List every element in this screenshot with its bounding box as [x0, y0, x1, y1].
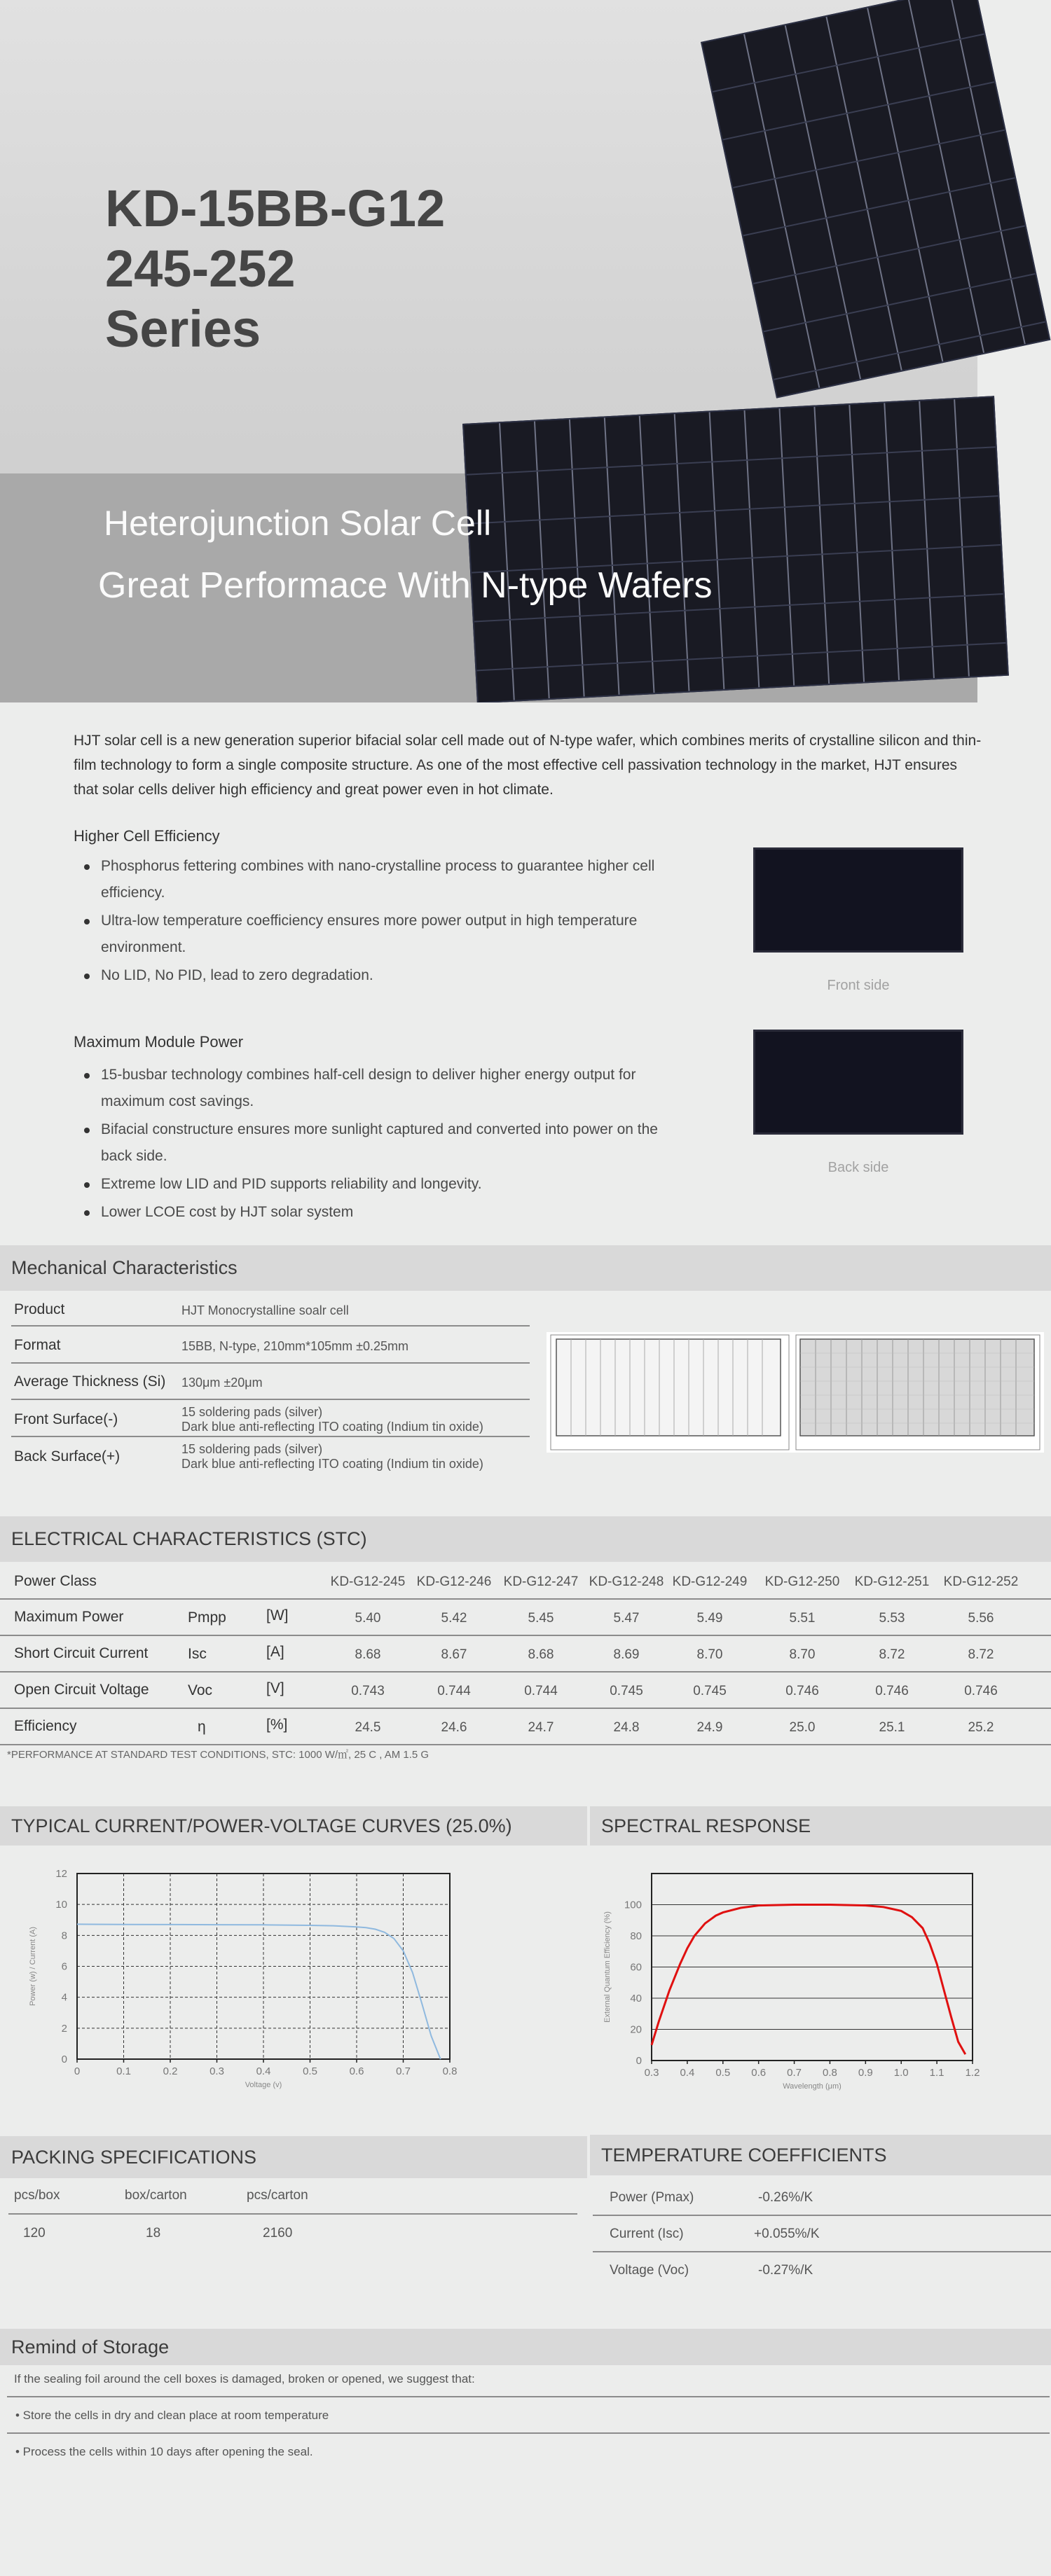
y-tick-label: 40 [630, 1993, 642, 2004]
y-axis-label: External Quantum Efficiency (%) [603, 1911, 612, 2023]
table-cell: 5.40 [355, 1611, 381, 1626]
row-label: Voltage (Voc) [610, 2263, 689, 2278]
y-tick-label: 0 [636, 2055, 642, 2067]
list-item: • Store the cells in dry and clean place at room temperature [15, 2409, 329, 2422]
y-tick-label: 4 [61, 1991, 67, 2004]
table-cell: 0.743 [351, 1684, 385, 1698]
table-cell: 24.6 [441, 1720, 467, 1735]
row-value: 130μm ±20μm [181, 1376, 263, 1390]
y-tick-label: 6 [61, 1960, 67, 1973]
hero-subtitle-2: Great Performace With N-type Wafers [98, 565, 713, 606]
column-header-model: KD-G12-248 [589, 1574, 664, 1589]
x-tick-labels [74, 2065, 458, 2077]
row-label: Product [14, 1301, 65, 1317]
table-cell: 18 [146, 2226, 161, 2241]
y-tick-label: 60 [630, 1961, 642, 1974]
table-cell: 24.5 [355, 1720, 381, 1735]
cell-dimension-drawings [547, 1332, 1044, 1453]
table-cell: 120 [23, 2226, 46, 2241]
iv-curve-section-header: TYPICAL CURRENT/POWER-VOLTAGE CURVES (25.0%) [0, 1806, 587, 1846]
column-header-model: KD-G12-250 [764, 1574, 840, 1589]
y-tick-label: 2 [61, 2022, 67, 2035]
title-line-model: KD-15BB-G12 [105, 179, 446, 237]
table-cell: 8.68 [355, 1647, 381, 1662]
current-series-line [77, 1924, 441, 2059]
table-cell: 5.45 [528, 1611, 554, 1626]
table-cell: 5.51 [789, 1611, 816, 1626]
table-header-row [0, 1563, 1051, 1600]
column-header-model: KD-G12-245 [330, 1574, 406, 1589]
column-header: box/carton [125, 2188, 187, 2203]
table-cell: 8.67 [441, 1647, 467, 1662]
row-value: 15BB, N-type, 210mm*105mm ±0.25mm [181, 1339, 408, 1353]
hero-subtitle-1: Heterojunction Solar Cell [104, 504, 492, 543]
x-tick-label: 0.4 [256, 2065, 271, 2077]
x-axis-label: Voltage (v) [245, 2081, 282, 2089]
table-cell: 5.47 [613, 1611, 640, 1626]
table-row [11, 1401, 530, 1437]
row-value: -0.27%/K [758, 2263, 813, 2278]
list-item: Lower LCOE cost by HJT solar system [76, 1199, 678, 1226]
table-cell: 25.0 [789, 1720, 816, 1735]
list-item: • Process the cells within 10 days after opening the seal. [15, 2445, 313, 2458]
row-label: Front Surface(-) [14, 1411, 118, 1427]
solar-panel-image-bottom [462, 396, 1009, 702]
table-cell: 0.744 [524, 1684, 558, 1698]
table-cell: 5.49 [696, 1611, 723, 1626]
table-cell: 0.744 [437, 1684, 471, 1698]
table-cell: 8.72 [879, 1647, 905, 1662]
column-header-model: KD-G12-249 [672, 1574, 748, 1589]
row-value [181, 1405, 483, 1434]
table-cell: 8.68 [528, 1647, 554, 1662]
row-value-line: Dark blue anti-reflecting ITO coating (Indium tin oxide) [181, 1457, 483, 1471]
y-tick-labels [55, 1868, 67, 2065]
row-value: HJT Monocrystalline soalr cell [181, 1303, 349, 1317]
y-tick-label: 0 [61, 2054, 67, 2065]
y-tick-label: 10 [55, 1899, 67, 1911]
spectral-response-chart [590, 1849, 1051, 2108]
table-cell: 8.72 [968, 1647, 994, 1662]
y-tick-label: 100 [624, 1899, 642, 1911]
x-tick-label: 0.3 [209, 2065, 224, 2077]
front-side-image [753, 847, 963, 953]
x-tick-label: 0.7 [396, 2065, 411, 2077]
row-unit: [V] [266, 1680, 284, 1696]
divider [593, 2251, 1051, 2252]
y-tick-labels [624, 1899, 642, 2068]
row-label: Efficiency [14, 1718, 77, 1734]
row-unit: [A] [266, 1644, 284, 1660]
table-cell: 8.70 [696, 1647, 723, 1662]
chart-grid [77, 1874, 450, 2063]
table-row [0, 1709, 1051, 1745]
hero-banner [0, 0, 1051, 702]
column-header-power-class: Power Class [14, 1573, 97, 1589]
column-header-model: KD-G12-246 [416, 1574, 492, 1589]
table-cell: 5.53 [879, 1611, 905, 1626]
list-item: Ultra-low temperature coefficiency ensures more power output in high temperature environment. [76, 908, 692, 961]
x-tick-label: 0.8 [442, 2065, 458, 2077]
x-tick-labels [645, 2067, 980, 2079]
table-cell: 24.7 [528, 1720, 554, 1735]
table-row [11, 1365, 530, 1400]
row-value: +0.055%/K [754, 2227, 820, 2241]
power-heading: Maximum Module Power [74, 1033, 244, 1051]
x-tick-label: 0.2 [163, 2065, 178, 2077]
row-label: Short Circuit Current [14, 1645, 149, 1661]
row-value-line: 15 soldering pads (silver) [181, 1405, 323, 1419]
row-value [181, 1442, 483, 1471]
back-side-caption: Back side [827, 1160, 889, 1175]
row-unit: [%] [266, 1717, 288, 1733]
drawing-svg [547, 1332, 1044, 1453]
title-line-series: Series [105, 300, 261, 358]
x-tick-label: 0.9 [858, 2067, 873, 2079]
table-cell: 24.9 [696, 1720, 723, 1735]
product-title [105, 179, 445, 359]
eqe-series-line [652, 1905, 966, 2055]
storage-section-header: Remind of Storage [0, 2329, 1051, 2365]
divider [7, 2396, 1050, 2397]
table-row [11, 1294, 530, 1327]
row-symbol: Pmpp [188, 1609, 226, 1626]
divider [8, 2213, 577, 2215]
list-item: Bifacial constructure ensures more sunlight captured and converted into power on the back side. [76, 1116, 678, 1170]
row-value-line: Dark blue anti-reflecting ITO coating (Indium tin oxide) [181, 1420, 483, 1434]
table-cell: 25.1 [879, 1720, 905, 1735]
electrical-section-header: ELECTRICAL CHARACTERISTICS (STC) [0, 1516, 1051, 1562]
table-cell: 5.56 [968, 1611, 994, 1626]
x-tick-label: 0.3 [644, 2067, 659, 2079]
row-label: Open Circuit Voltage [14, 1682, 149, 1698]
spectral-section-header: SPECTRAL RESPONSE [590, 1806, 1051, 1846]
front-side-caption: Front side [827, 978, 890, 993]
y-tick-label: 8 [61, 1930, 67, 1942]
column-header-model: KD-G12-251 [854, 1574, 930, 1589]
list-item: Phosphorus fettering combines with nano-crystalline process to guarantee higher cell efficiency. [76, 853, 692, 906]
table-cell: 0.746 [964, 1684, 998, 1698]
row-unit: [W] [266, 1607, 289, 1623]
title-line-range: 245-252 [105, 240, 296, 298]
table-cell: 8.70 [789, 1647, 816, 1662]
x-tick-label: 0.7 [787, 2067, 802, 2079]
table-cell: 0.745 [693, 1684, 727, 1698]
electrical-footnote: *PERFORMANCE AT STANDARD TEST CONDITIONS, STC: 1000 W/㎡, 25 C , AM 1.5 G [7, 1749, 430, 1761]
list-item: Extreme low LID and PID supports reliability and longevity. [76, 1171, 678, 1198]
column-header-model: KD-G12-247 [503, 1574, 579, 1589]
intro-paragraph: HJT solar cell is a new generation superior bifacial solar cell made out of N-type wafer, which combines merits of crystalline silicon and thin-film technology to form a single composite structure. As one of the most effective cell passivation technology in the market, HJT ensures that solar cells deliver high efficiency and great power even in hot climate. [74, 733, 982, 798]
table-cell: 24.8 [613, 1720, 640, 1735]
table-row [11, 1439, 530, 1475]
x-tick-label: 1.2 [965, 2067, 980, 2079]
table-cell: 8.69 [613, 1647, 640, 1662]
y-tick-label: 20 [630, 2023, 642, 2036]
x-tick-label: 0.5 [715, 2067, 731, 2079]
row-label: Power (Pmax) [610, 2190, 694, 2205]
x-tick-label: 0.4 [680, 2067, 695, 2079]
iv-curve-chart [0, 1849, 587, 2108]
mechanical-section-header: Mechanical Characteristics [0, 1245, 1051, 1291]
row-label: Maximum Power [14, 1609, 124, 1625]
column-header: pcs/box [14, 2188, 60, 2203]
x-tick-label: 0.5 [303, 2065, 317, 2077]
divider [7, 2432, 1050, 2434]
x-tick-label: 1.0 [893, 2067, 909, 2079]
table-cell: 0.746 [875, 1684, 909, 1698]
y-tick-label: 12 [55, 1868, 67, 1880]
table-cell: 2160 [263, 2226, 293, 2241]
row-value-line: 15 soldering pads (silver) [181, 1442, 323, 1456]
x-tick-label: 1.1 [929, 2067, 944, 2079]
y-axis-label: Power (w) / Current (A) [29, 1926, 37, 2007]
row-symbol: η [198, 1719, 206, 1735]
storage-intro: If the sealing foil around the cell boxes is damaged, broken or opened, we suggest that: [14, 2372, 475, 2385]
y-tick-label: 80 [630, 1930, 642, 1942]
x-tick-label: 0.6 [751, 2067, 767, 2079]
x-tick-label: 0.1 [116, 2065, 131, 2077]
list-item: 15-busbar technology combines half-cell design to deliver higher energy output for maximum cost savings. [76, 1062, 678, 1115]
table-row [0, 1600, 1051, 1636]
back-side-image [753, 1030, 963, 1135]
row-symbol: Voc [188, 1682, 213, 1698]
efficiency-heading: Higher Cell Efficiency [74, 827, 220, 845]
table-cell: 5.42 [441, 1611, 467, 1626]
row-label: Current (Isc) [610, 2227, 684, 2241]
table-row [11, 1328, 530, 1364]
temperature-section-header: TEMPERATURE COEFFICIENTS [590, 2135, 1051, 2175]
row-label: Back Surface(+) [14, 1448, 121, 1464]
x-axis-label: Wavelength (μm) [783, 2082, 842, 2091]
column-header: pcs/carton [247, 2188, 308, 2203]
divider [593, 2215, 1051, 2216]
row-symbol: Isc [188, 1646, 207, 1662]
table-row [0, 1636, 1051, 1673]
power-list [76, 1062, 678, 1227]
table-cell: 0.746 [785, 1684, 819, 1698]
row-label: Format [14, 1337, 61, 1353]
x-tick-label: 0.8 [823, 2067, 837, 2079]
efficiency-list [76, 853, 692, 990]
table-cell: 0.745 [610, 1684, 643, 1698]
row-label: Average Thickness (Si) [14, 1373, 166, 1390]
list-item: No LID, No PID, lead to zero degradation. [76, 962, 692, 989]
x-tick-label: 0.6 [349, 2065, 364, 2077]
table-row [0, 1673, 1051, 1709]
table-cell: 25.2 [968, 1720, 994, 1735]
column-header-model: KD-G12-252 [943, 1574, 1019, 1589]
row-value: -0.26%/K [758, 2190, 813, 2205]
x-tick-label: 0 [74, 2065, 81, 2077]
packing-section-header: PACKING SPECIFICATIONS [0, 2136, 587, 2178]
